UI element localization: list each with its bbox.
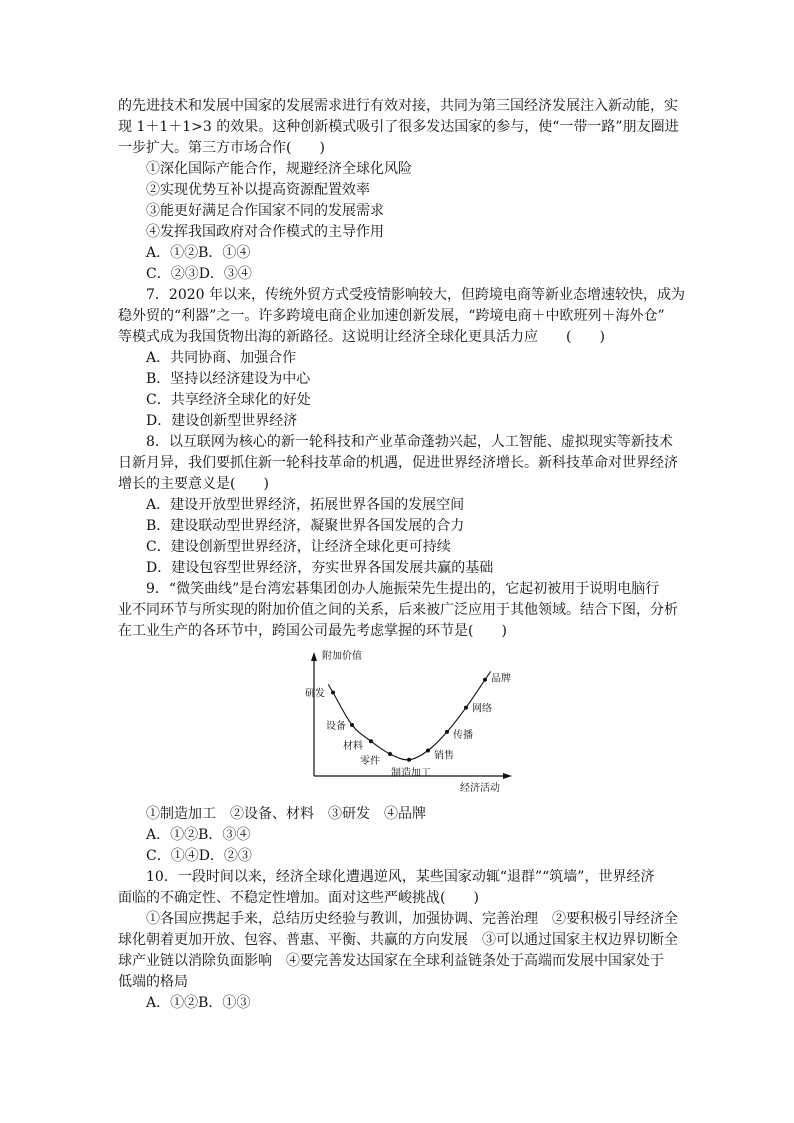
q9-choices-ab: A．①②B．③④ [146, 827, 251, 843]
curve-label-1: 研发 [305, 688, 325, 700]
x-axis-label: 经济活动 [460, 783, 500, 794]
q7-option-a: A．共同协商、加强合作 [146, 350, 297, 366]
q6-choices-cd: C．②③D．③④ [146, 266, 252, 282]
q7-option-c: C．共享经济全球化的好处 [146, 392, 311, 408]
q7-stem-line-1: 7．2020 年以来，传统外贸方式受疫情影响较大，但跨境电商等新业态增速较快，成为 [146, 287, 685, 303]
curve-label-8: 网络 [472, 703, 492, 715]
q10-body-line-3: 球产业链以消除负面影响 ④要完善发达国家在全球利益链条处于高端而发展中国家处于 [118, 953, 664, 969]
curve-label-4: 零件 [360, 756, 380, 767]
q6-choices-ab: A．①②B．①④ [146, 245, 251, 261]
q9-stem-line-1: 9．“微笑曲线”是台湾宏碁集团创办人施振荣先生提出的，它起初被用于说明电脑行 [146, 581, 660, 597]
x-axis-arrow [503, 773, 512, 779]
q9-stem-line-2: 业不同环节与所实现的附加价值之间的关系，后来被广泛应用于其他领域。结合下图，分析 [118, 602, 678, 618]
q10-choices-ab: A．①②B．①③ [146, 995, 251, 1011]
q8-stem-line-1: 8．以互联网为核心的新一轮科技和产业革命蓬勃兴起，人工智能、虚拟现实等新技术 [146, 434, 673, 450]
q10-stem-line-1: 10．一段时间以来，经济全球化遭遇逆风，某些国家动辄“退群”“筑墙”，世界经济 [146, 869, 655, 885]
q6-stem-line-2: 现 1＋1＋1>3 的效果。这种创新模式吸引了很多发达国家的参与，使“一带一路”朋友圈进 [118, 119, 679, 135]
q9-items: ①制造加工 ②设备、材料 ③研发 ④品牌 [146, 806, 426, 822]
q9-stem-line-3: 在工业生产的各环节中，跨国公司最先考虑掌握的环节是( ) [118, 623, 507, 639]
y-axis-arrow [311, 652, 317, 661]
curve-label-3: 材料 [343, 741, 363, 753]
q10-body-line-1: ①各国应携起手来，总结历史经验与教训，加强协调、完善治理 ②要积极引导经济全 [146, 911, 678, 927]
q7-option-d: D．建设创新型世界经济 [146, 413, 298, 429]
q8-stem-line-2: 日新月异，我们要抓住新一轮科技革命的机遇，促进世界经济增长。新科技革命对世界经济 [118, 455, 678, 471]
curve-point-2 [350, 723, 354, 727]
q6-stem-line-3: 一步扩大。第三方市场合作( ) [118, 140, 325, 156]
q6-option-2: ②实现优势互补以提高资源配置效率 [146, 182, 370, 198]
q6-option-3: ③能更好满足合作国家不同的发展需求 [146, 203, 384, 219]
curve-label-2: 设备 [326, 721, 346, 732]
q8-stem-line-3: 增长的主要意义是( ) [118, 476, 269, 492]
smile-curve-chart [300, 646, 520, 796]
q7-stem-line-2: 稳外贸的“利器”之一。许多跨境电商企业加速创新发展，“跨境电商＋中欧班列＋海外仓” [118, 308, 665, 324]
q9-choices-cd: C．①④D．②③ [146, 848, 252, 864]
q8-option-b: B．建设联动型世界经济，凝聚世界各国发展的合力 [146, 518, 465, 534]
q8-option-d: D．建设包容型世界经济，夯实世界各国发展共赢的基础 [146, 560, 494, 576]
curve-point-9 [483, 678, 487, 682]
curve-label-9: 品牌 [491, 673, 511, 685]
curve-label-5: 制造加工 [391, 767, 431, 779]
q10-body-line-4: 低端的格局 [118, 974, 188, 990]
y-axis-label: 附加价值 [322, 651, 362, 662]
curve-point-8 [464, 706, 468, 710]
curve-point-4 [388, 752, 392, 756]
q10-stem-line-2: 面临的不确定性、不稳定性增加。面对这些严峻挑战( ) [118, 890, 479, 906]
q6-stem-line-1: 的先进技术和发展中国家的发展需求进行有效对接，共同为第三国经济发展注入新动能，实 [118, 98, 678, 114]
q8-option-a: A．建设开放型世界经济，拓展世界各国的发展空间 [146, 497, 465, 513]
curve-label-6: 销售 [434, 750, 454, 762]
q6-option-4: ④发挥我国政府对合作模式的主导作用 [146, 224, 384, 240]
curve-point-7 [445, 730, 449, 734]
curve-point-3 [369, 739, 373, 743]
curve-label-7: 传播 [453, 729, 473, 741]
q6-option-1: ①深化国际产能合作，规避经济全球化风险 [146, 161, 412, 177]
q8-option-c: C．建设创新型世界经济，让经济全球化更可持续 [146, 539, 451, 555]
curve-point-5 [407, 758, 411, 762]
curve-point-6 [426, 749, 430, 753]
curve-point-1 [331, 691, 335, 695]
q10-body-line-2: 球化朝着更加开放、包容、普惠、平衡、共赢的方向发展 ③可以通过国家主权边界切断全 [118, 932, 678, 948]
q7-stem-line-3: 等模式成为我国货物出海的新路径。这说明让经济全球化更具活力应 ( ) [118, 329, 605, 345]
q7-option-b: B．坚持以经济建设为中心 [146, 371, 311, 387]
